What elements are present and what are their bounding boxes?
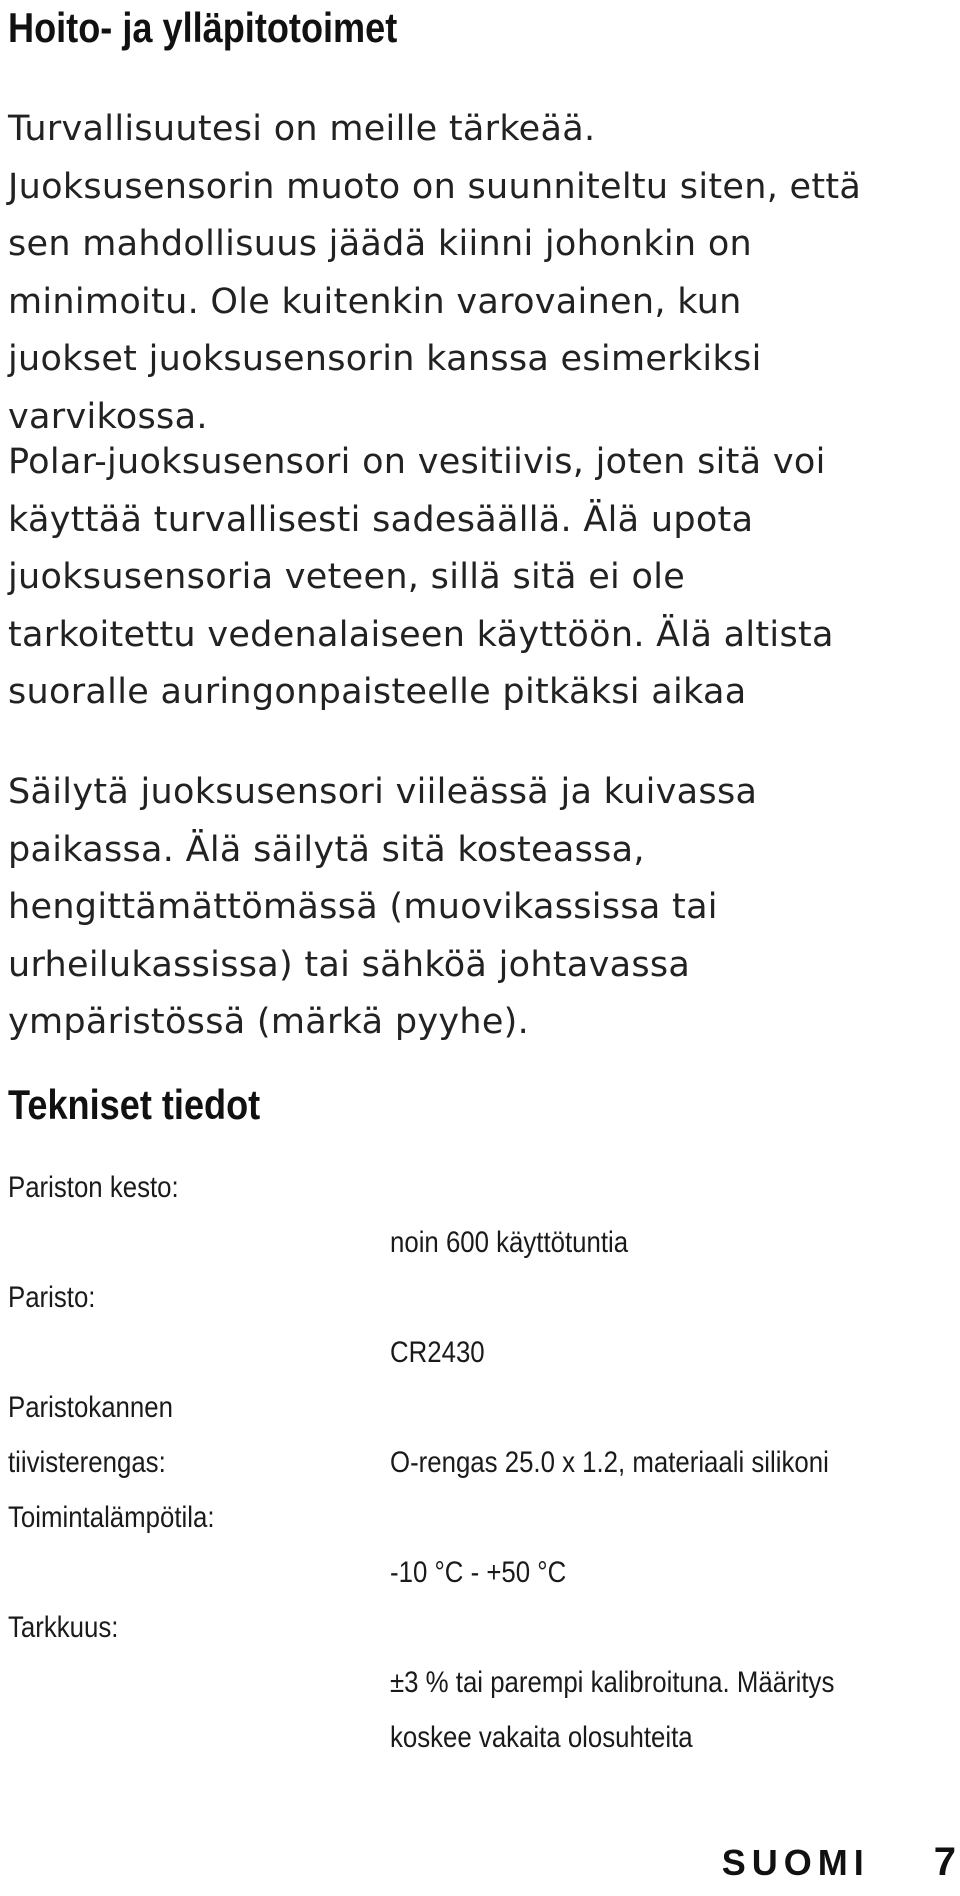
paragraph-storage: Säilytä juoksusensori viileässä ja kuivassa paikassa. Älä säilytä sitä kosteassa, hengittämättömässä (muovikassissa tai urheilukassissa) tai sähköä johtavassa ympäristössä (märkä pyyhe). [8,772,758,1042]
paragraph-water-resistance: Polar-juoksusensori on vesitiivis, joten sitä voi käyttää turvallisesti sadesäällä. Älä upota juoksusensoria veteen, sillä sitä ei ole tarkoitettu vedenalaiseen käyttöön. Älä altista suoralle auringonpaisteelle pitkäksi aikaa [8,442,834,712]
heading-technical-specs: Tekniset tiedot [8,1081,261,1128]
spec-value [390,1270,952,1380]
paragraph-safety: Turvallisuutesi on meille tärkeää. Juoksusensorin muoto on suunniteltu siten, että sen mahdollisuus jäädä kiinni johonkin on minimoitu. Ole kuitenkin varovainen, kun juokset juoksusensorin kanssa esimerkiksi varvikossa. [8,109,862,437]
spec-row-accuracy [8,1600,952,1765]
spec-value-text: noin 600 käyttötuntia [390,1226,629,1259]
spec-row-battery-life [8,1160,952,1270]
spec-table [8,1160,952,1765]
spec-row-battery [8,1270,952,1380]
spec-row-battery-cover-seal [8,1380,952,1490]
spec-row-operating-temperature [8,1490,952,1600]
spec-label: Pariston kesto: [8,1171,179,1204]
spec-value-text: CR2430 [390,1336,485,1369]
spec-value [390,1600,952,1765]
spec-value-text: ±3 % tai parempi kalibroituna. Määritys koskee vakaita olosuhteita [390,1666,835,1754]
spec-value-text: -10 °C - +50 °C [390,1556,567,1589]
page-footer [722,1840,956,1885]
spec-value [390,1160,952,1270]
page-number: 7 [933,1840,956,1884]
heading-care-maintenance: Hoito- ja ylläpitotoimet [8,4,398,51]
spec-label: Tarkkuus: [8,1611,119,1644]
spec-value [390,1380,952,1490]
spec-label: Paristo: [8,1281,96,1314]
spec-value [390,1490,952,1600]
footer-language: SUOMI [721,1842,870,1883]
spec-label: Toimintalämpötila: [8,1501,215,1534]
spec-label: Paristokannen tiivisterengas: [8,1391,173,1479]
spec-value-text: O-rengas 25.0 x 1.2, materiaali silikoni [390,1446,829,1479]
